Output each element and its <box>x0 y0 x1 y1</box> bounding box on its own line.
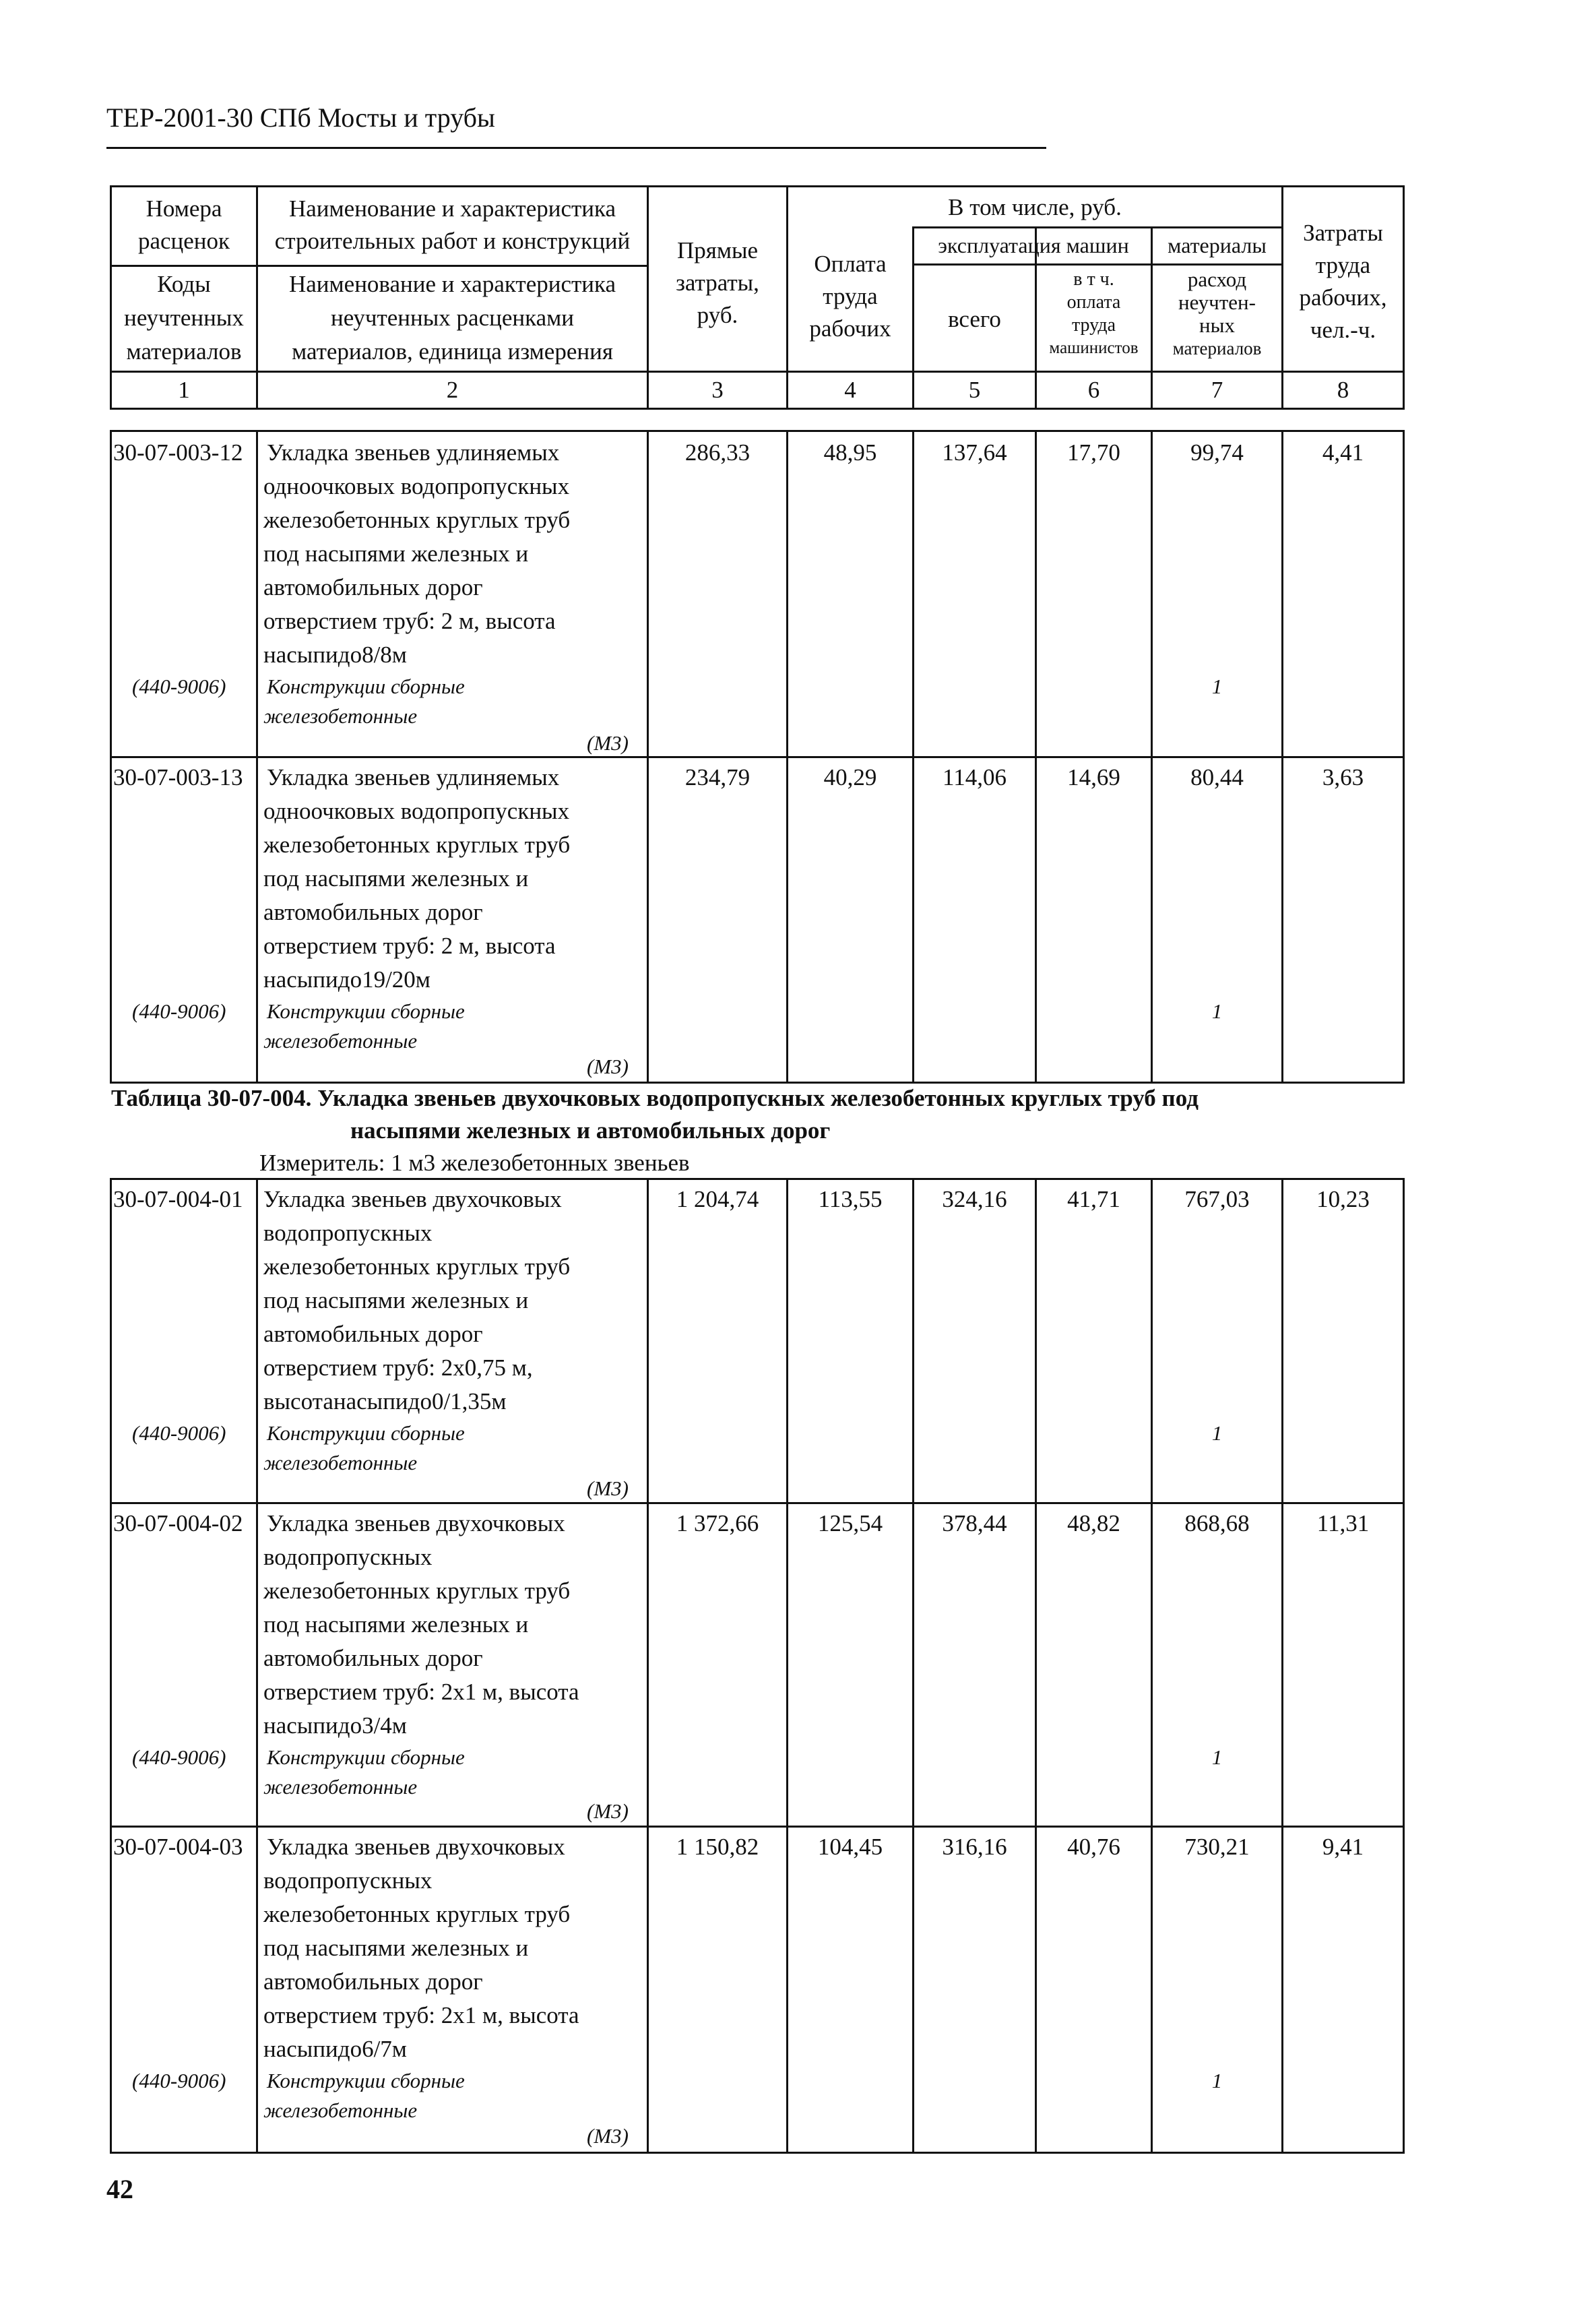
page-number: 42 <box>106 2174 133 2204</box>
row-name-line: железобетонных круглых труб <box>263 1901 571 1927</box>
material-unit: (М3) <box>587 1799 629 1823</box>
col2-bottom-line2: неучтенных расценками <box>330 305 574 331</box>
materials-cost: 767,03 <box>1184 1186 1250 1212</box>
labor-hours: 9,41 <box>1322 1834 1364 1860</box>
row-name-line: высотанасыпидо0/1,35м <box>263 1388 507 1414</box>
material-name-line: Конструкции сборные <box>267 2069 465 2092</box>
table-row <box>112 758 1403 1082</box>
row-name-line: автомобильных дорог <box>263 1968 483 1995</box>
col4-line3: рабочих <box>809 315 891 342</box>
labor-hours: 4,41 <box>1322 439 1364 466</box>
machinists-labor: 17,70 <box>1067 439 1120 466</box>
column-header-table <box>110 185 1405 410</box>
machines-total: 324,16 <box>942 1186 1007 1212</box>
col7-line4: материалов <box>1172 338 1262 359</box>
row-name-line: насыпидо3/4м <box>263 1712 407 1739</box>
col3-line1: Прямые <box>676 237 759 263</box>
material-unit: (М3) <box>587 1476 629 1500</box>
machines-header: эксплуатация машин <box>938 233 1129 257</box>
material-qty: 1 <box>1211 1745 1223 1769</box>
row-code: 30-07-004-03 <box>113 1834 243 1860</box>
col-number-5: 5 <box>968 377 981 403</box>
row-name-line: автомобильных дорог <box>263 1321 483 1347</box>
row-name-line: под насыпями железных и <box>263 1287 529 1313</box>
labor-hours: 11,31 <box>1316 1510 1370 1536</box>
row-name-line: отверстием труб: 2 м, высота <box>263 933 556 959</box>
table-row <box>112 432 1403 756</box>
header-rule <box>106 147 1046 149</box>
col8-line2: труда <box>1315 252 1371 278</box>
direct-cost: 1 150,82 <box>676 1834 759 1860</box>
material-name-line: Конструкции сборные <box>267 675 465 698</box>
col6-line2: оплата <box>1066 292 1121 313</box>
col5-header: всего <box>948 306 1001 332</box>
machinists-labor: 40,76 <box>1067 1834 1120 1860</box>
row-name-line: водопропускных <box>263 1867 433 1894</box>
col-number-4: 4 <box>844 377 856 403</box>
material-qty: 1 <box>1211 675 1223 698</box>
machines-total: 316,16 <box>942 1834 1007 1860</box>
material-name-line: железобетонные <box>263 2098 418 2122</box>
col4-line1: Оплата <box>814 251 887 277</box>
table-title-line2: насыпями железных и автомобильных дорог <box>350 1117 831 1144</box>
labor-cost: 104,45 <box>817 1834 883 1860</box>
material-code: (440-9006) <box>132 675 226 698</box>
material-name-line: железобетонные <box>263 1775 418 1799</box>
machines-total: 137,64 <box>942 439 1007 466</box>
col1-top-line2: расценок <box>137 228 230 254</box>
material-name-line: Конструкции сборные <box>267 1421 465 1445</box>
col-number-6: 6 <box>1087 377 1100 403</box>
row-code: 30-07-003-12 <box>113 439 243 466</box>
row-code: 30-07-003-13 <box>113 764 243 790</box>
direct-cost: 1 372,66 <box>676 1510 759 1536</box>
row-code: 30-07-004-02 <box>113 1510 243 1536</box>
table-row <box>112 1828 1403 2152</box>
material-unit: (М3) <box>587 731 629 755</box>
row-divider-incl <box>912 226 1281 228</box>
col6-line1: в т ч. <box>1073 269 1114 290</box>
meter-text: Измеритель: 1 м3 железобетонных звеньев <box>259 1150 690 1176</box>
row-name-line: Укладка звеньев двухочковых <box>263 1186 562 1212</box>
row-name-line: водопропускных <box>263 1544 433 1570</box>
col-number-7: 7 <box>1211 377 1223 403</box>
row-name-line: железобетонных круглых труб <box>263 507 571 533</box>
col-number-2: 2 <box>446 377 459 403</box>
col3-line3: руб. <box>697 302 738 328</box>
material-code: (440-9006) <box>132 1421 226 1445</box>
machinists-labor: 14,69 <box>1067 764 1120 790</box>
row-name-line: Укладка звеньев двухочковых <box>267 1834 565 1860</box>
data-table-block-2 <box>110 1178 1405 2154</box>
col-number-3: 3 <box>711 377 724 403</box>
col6-line4: машинистов <box>1049 339 1139 357</box>
materials-header: материалы <box>1168 233 1267 257</box>
col8-line3: рабочих, <box>1299 284 1387 311</box>
row-name-line: отверстием труб: 2х0,75 м, <box>263 1355 533 1381</box>
labor-cost: 125,54 <box>817 1510 883 1536</box>
materials-cost: 80,44 <box>1190 764 1244 790</box>
col-number-8: 8 <box>1337 377 1349 403</box>
material-name-line: железобетонные <box>263 1029 418 1053</box>
machines-total: 114,06 <box>943 764 1007 790</box>
row-name-line: под насыпями железных и <box>263 1935 529 1961</box>
material-name-line: Конструкции сборные <box>267 1745 465 1769</box>
material-qty: 1 <box>1211 999 1223 1023</box>
col7-line1: расход <box>1187 268 1247 291</box>
row-name-line: под насыпями железных и <box>263 865 529 892</box>
material-unit: (М3) <box>587 2124 629 2148</box>
row-name-line: отверстием труб: 2х1 м, высота <box>263 2002 579 2028</box>
materials-cost: 868,68 <box>1184 1510 1250 1536</box>
data-table-block-1 <box>110 430 1405 1084</box>
machines-total: 378,44 <box>942 1510 1007 1536</box>
row-divider-machines <box>912 263 1281 266</box>
col2-bottom-line1: Наименование и характеристика <box>288 271 616 297</box>
material-qty: 1 <box>1211 1421 1223 1445</box>
col2-top-line2: строительных работ и конструкций <box>274 228 631 254</box>
labor-hours: 10,23 <box>1316 1186 1370 1212</box>
row-name-line: отверстием труб: 2х1 м, высота <box>263 1679 579 1705</box>
incl-header: В том числе, руб. <box>948 194 1122 220</box>
row-divider-header-split <box>112 265 647 267</box>
row-name-line: железобетонных круглых труб <box>263 1578 571 1604</box>
col6-line3: труда <box>1071 315 1116 336</box>
row-name-line: под насыпями железных и <box>263 540 529 567</box>
col7-line3: ных <box>1199 313 1235 337</box>
row-name-line: железобетонных круглых труб <box>263 1253 571 1280</box>
table-meter <box>259 1146 690 1180</box>
material-name-line: железобетонные <box>263 1451 418 1474</box>
col2-bottom-line3: материалов, единица измерения <box>292 338 613 365</box>
machinists-labor: 48,82 <box>1067 1510 1120 1536</box>
row-code: 30-07-004-01 <box>113 1186 243 1212</box>
labor-cost: 48,95 <box>823 439 877 466</box>
table-title-line1: Таблица 30-07-004. Укладка звеньев двухочковых водопропускных железобетонных круглых труб под <box>111 1085 1199 1111</box>
direct-cost: 286,33 <box>684 439 751 466</box>
row-name-line: Укладка звеньев двухочковых <box>267 1510 565 1536</box>
row-name-line: одноочковых водопропускных <box>263 798 570 824</box>
machinists-labor: 41,71 <box>1067 1186 1120 1212</box>
materials-cost: 99,74 <box>1190 439 1244 466</box>
col1-bottom-line3: материалов <box>126 338 242 365</box>
col1-bottom-line2: неучтенных <box>124 305 244 331</box>
direct-cost: 1 204,74 <box>676 1186 759 1212</box>
material-code: (440-9006) <box>132 1745 226 1769</box>
row-name-line: насыпидо8/8м <box>263 642 407 668</box>
table-row <box>112 1504 1403 1826</box>
col-number-1: 1 <box>178 377 190 403</box>
col1-top-line1: Номера <box>146 195 222 222</box>
labor-hours: 3,63 <box>1322 764 1364 790</box>
col8-line1: Затраты <box>1303 220 1383 246</box>
col4-line2: труда <box>823 283 878 309</box>
material-name-line: железобетонные <box>263 704 418 728</box>
material-code: (440-9006) <box>132 2069 226 2092</box>
row-name-line: Укладка звеньев удлиняемых <box>267 764 560 790</box>
material-name-line: Конструкции сборные <box>267 999 465 1023</box>
col2-top-line1: Наименование и характеристика <box>288 195 616 222</box>
row-name-line: Укладка звеньев удлиняемых <box>267 439 560 466</box>
row-name-line: под насыпями железных и <box>263 1611 529 1638</box>
table-row <box>112 1180 1403 1502</box>
labor-cost: 40,29 <box>823 764 877 790</box>
col3-line2: затраты, <box>676 270 759 296</box>
col1-bottom-line1: Коды <box>157 271 211 297</box>
row-name-line: автомобильных дорог <box>263 899 483 925</box>
col8-line4: чел.-ч. <box>1310 317 1376 343</box>
col7-line2: неучтен- <box>1178 290 1256 314</box>
materials-cost: 730,21 <box>1184 1834 1250 1860</box>
labor-cost: 113,55 <box>818 1186 883 1212</box>
row-name-line: водопропускных <box>263 1220 433 1246</box>
material-code: (440-9006) <box>132 999 226 1023</box>
row-name-line: железобетонных круглых труб <box>263 832 571 858</box>
material-unit: (М3) <box>587 1055 629 1078</box>
row-name-line: отверстием труб: 2 м, высота <box>263 608 556 634</box>
row-name-line: автомобильных дорог <box>263 574 483 600</box>
row-name-line: насыпидо6/7м <box>263 2036 407 2062</box>
row-name-line: автомобильных дорог <box>263 1645 483 1671</box>
material-qty: 1 <box>1211 2069 1223 2092</box>
direct-cost: 234,79 <box>684 764 751 790</box>
row-name-line: одноочковых водопропускных <box>263 473 570 499</box>
page-header-title: ТЕР-2001-30 СПб Мосты и трубы <box>106 102 495 133</box>
row-name-line: насыпидо19/20м <box>263 966 430 993</box>
